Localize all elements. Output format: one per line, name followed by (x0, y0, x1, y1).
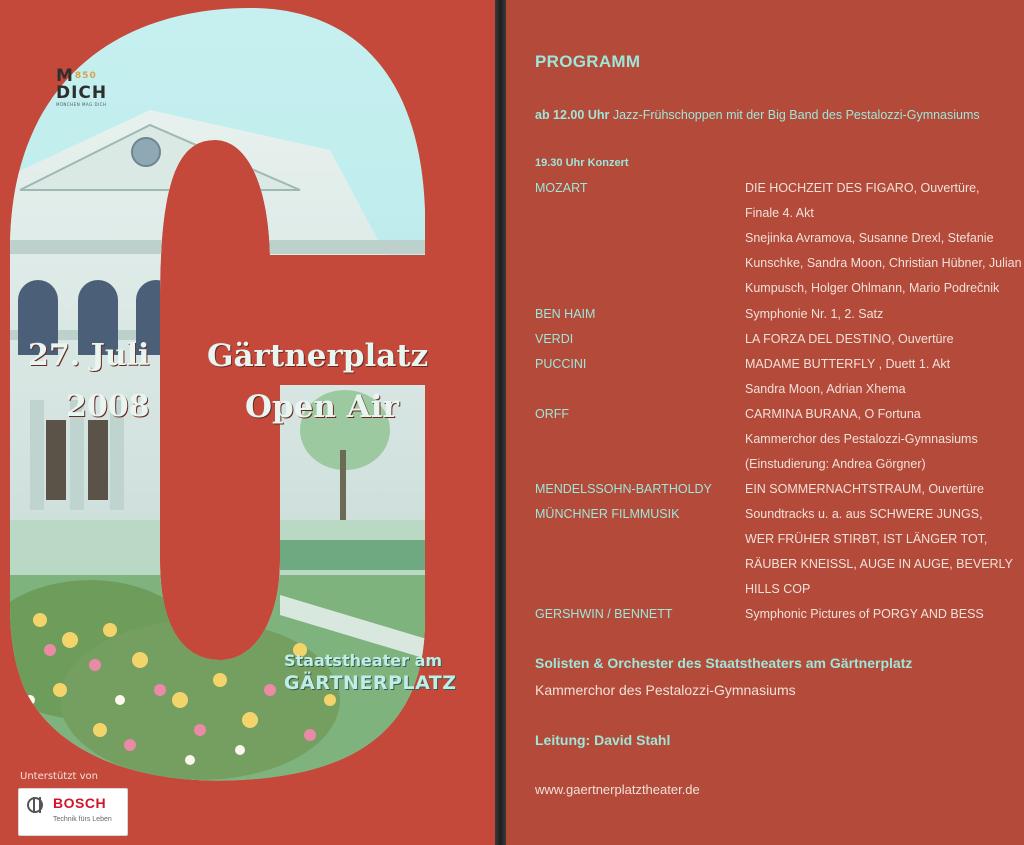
programme-heading: PROGRAMM (535, 52, 641, 71)
composer: VERDI (535, 332, 574, 346)
work: Kunschke, Sandra Moon, Christian Hübner, Julian (745, 256, 1022, 270)
work: HILLS COP (745, 582, 811, 596)
work: Symphonic Pictures of PORGY AND BESS (745, 607, 984, 621)
logo-tagline: MÜNCHEN MAG DICH (56, 102, 107, 107)
jazz-brunch-line (535, 108, 980, 122)
bosch-armature-icon (27, 797, 43, 813)
concert-time: 19.30 Uhr Konzert (535, 157, 629, 169)
work: Sandra Moon, Adrian Xhema (745, 382, 906, 396)
composer: MOZART (535, 181, 588, 195)
composer: GERSHWIN / BENNETT (535, 607, 673, 621)
event-date-year: 2008 (66, 389, 150, 424)
logo-anniversary: 850 (74, 71, 97, 81)
conductor: Leitung: David Stahl (535, 732, 671, 748)
page-fold (495, 0, 506, 845)
flyer-cover (0, 0, 495, 845)
muenchen-mag-dich-logo (56, 68, 116, 108)
work: Snejinka Avramova, Susanne Drexl, Stefanie (745, 231, 994, 245)
event-title-line2: Open Air (245, 389, 399, 425)
logo-letter: M (56, 66, 74, 86)
work: Finale 4. Akt (745, 206, 814, 220)
event-title-line1: Gärtnerplatz (207, 338, 429, 374)
work: (Einstudierung: Andrea Görgner) (745, 457, 926, 471)
work: MADAME BUTTERFLY , Duett 1. Akt (745, 357, 951, 371)
programme-panel (506, 0, 1024, 845)
work: DIE HOCHZEIT DES FIGARO, Ouvertüre, (745, 181, 980, 195)
work: Kammerchor des Pestalozzi-Gymnasiums (745, 432, 978, 446)
bosch-logo (18, 788, 128, 836)
theatre-name-line1: Staatstheater am (284, 651, 443, 670)
composer: ORFF (535, 407, 570, 421)
jazz-description: Jazz-Frühschoppen mit der Big Band des Pestalozzi-Gymnasiums (612, 108, 980, 122)
website-link[interactable]: www.gaertnerplatztheater.de (535, 782, 700, 797)
work: LA FORZA DEL DESTINO, Ouvertüre (745, 332, 954, 346)
composer: MENDELSSOHN-BARTHOLDY (535, 482, 712, 496)
performers-choir: Kammerchor des Pestalozzi-Gymnasiums (535, 682, 796, 698)
work: Soundtracks u. a. aus SCHWERE JUNGS, (745, 507, 983, 521)
theatre-name-line2: GÄRTNERPLATZ (284, 672, 457, 694)
bosch-slogan: Technik fürs Leben (53, 816, 112, 823)
work: Kumpusch, Holger Ohlmann, Mario Podrečnik (745, 281, 1000, 295)
event-date-day: 27. Juli (28, 338, 150, 373)
work: CARMINA BURANA, O Fortuna (745, 407, 921, 421)
logo-word: DICH (56, 83, 108, 103)
composer: MÜNCHNER FILMMUSIK (535, 507, 680, 521)
work: RÄUBER KNEISSL, AUGE IN AUGE, BEVERLY (745, 557, 1013, 571)
work: EIN SOMMERNACHTSTRAUM, Ouvertüre (745, 482, 984, 496)
performers-orchestra: Solisten & Orchester des Staatstheaters am Gärtnerplatz (535, 655, 913, 671)
composer: PUCCINI (535, 357, 587, 371)
composer: BEN HAIM (535, 307, 596, 321)
bosch-name: BOSCH (53, 795, 107, 811)
work: Symphonie Nr. 1, 2. Satz (745, 307, 884, 321)
jazz-time: ab 12.00 Uhr (535, 108, 610, 122)
work: WER FRÜHER STIRBT, IST LÄNGER TOT, (745, 532, 988, 546)
sponsor-label: Unterstützt von (20, 771, 98, 782)
